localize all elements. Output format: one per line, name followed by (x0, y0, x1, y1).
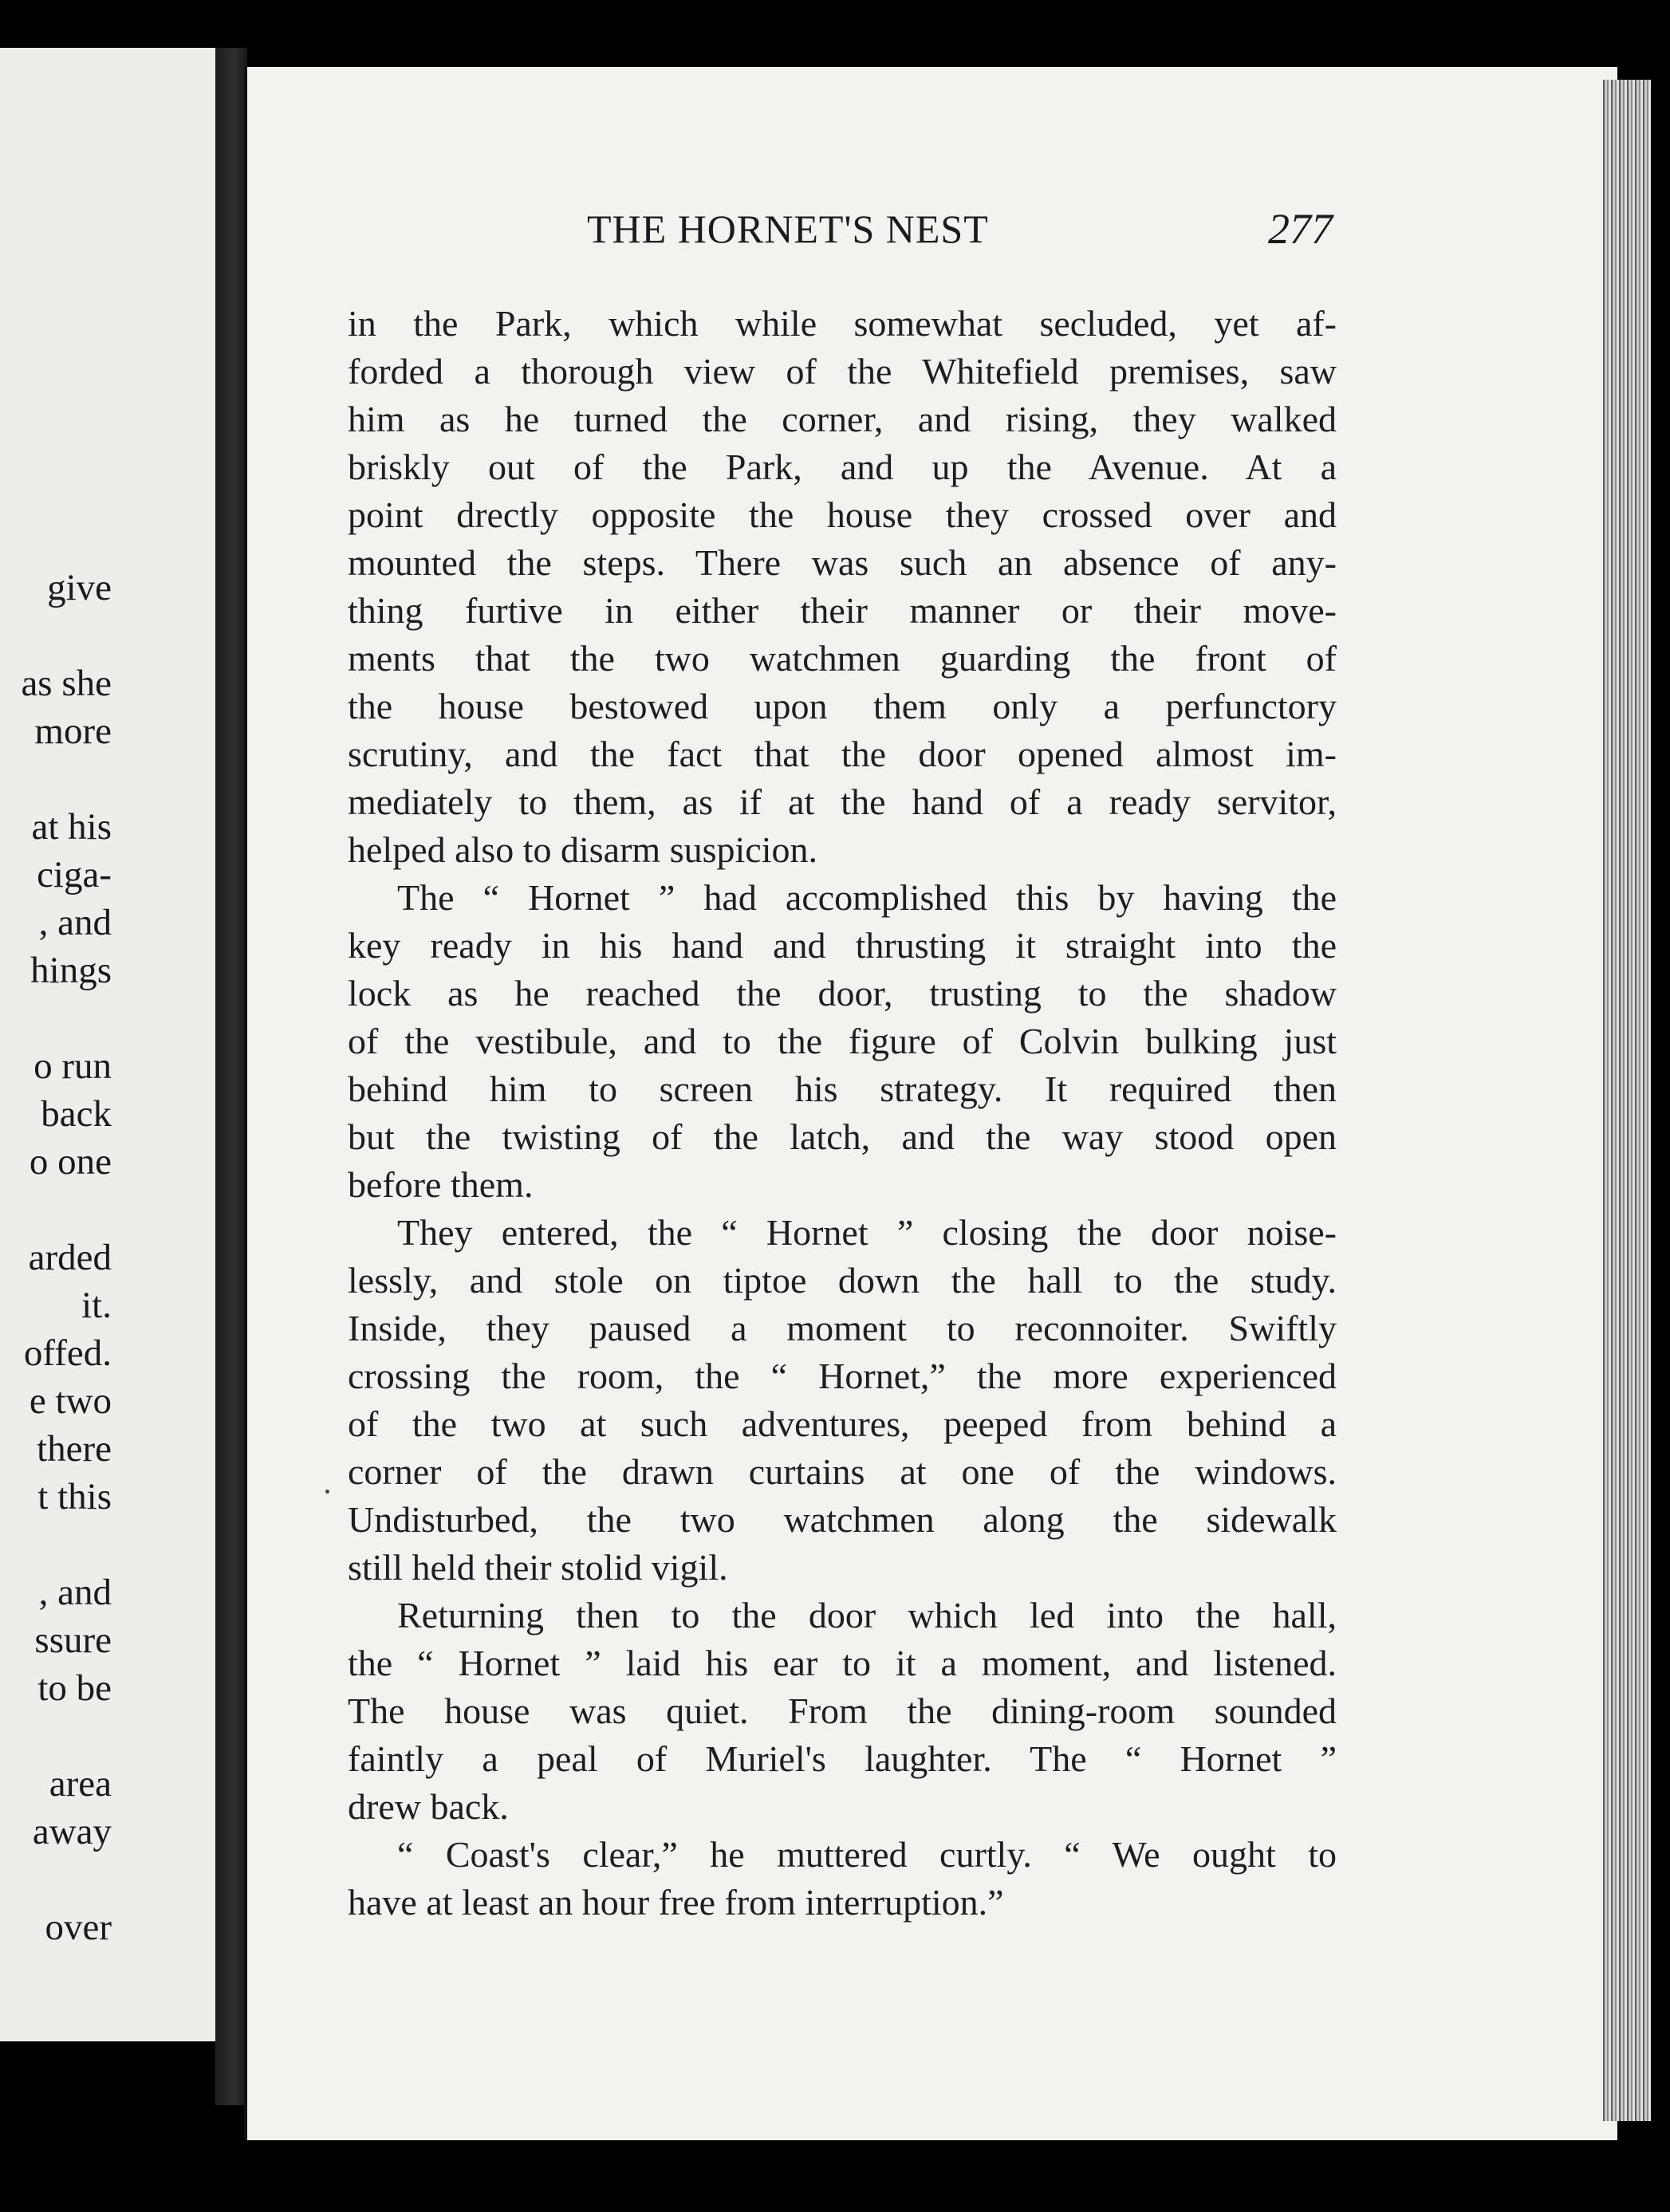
text-line: faintly a peal of Muriel's laughter. The “ Hornet ” (348, 1738, 1337, 1779)
left-page-line: away (32, 1811, 112, 1852)
left-page-line: at his (31, 806, 112, 848)
text-line: forded a thorough view of the Whitefield premises, saw (348, 351, 1337, 392)
text-line: drew back. (348, 1786, 509, 1827)
text-line: the “ Hornet ” laid his ear to it a moment, and listened. (348, 1643, 1337, 1683)
left-page-line: e two (29, 1380, 112, 1422)
left-page-line: o run (33, 1045, 112, 1087)
left-page-line: give (47, 567, 112, 608)
text-line: thing furtive in either their manner or their move- (348, 590, 1337, 631)
left-page-line: t this (37, 1476, 112, 1517)
text-line: Undisturbed, the two watchmen along the sidewalk (348, 1499, 1337, 1540)
left-page-line: back (41, 1093, 112, 1135)
book-gutter (215, 48, 247, 2105)
left-page-line: o one (29, 1141, 112, 1183)
text-line: “ Coast's clear,” he muttered curtly. “ We ought to (397, 1834, 1337, 1875)
text-line: ments that the two watchmen guarding the front of (348, 638, 1337, 679)
left-page-line: it. (81, 1285, 112, 1326)
left-page-line: hings (30, 950, 112, 991)
left-page-line: there (37, 1428, 112, 1470)
text-line: helped also to disarm suspicion. (348, 829, 817, 870)
text-line: They entered, the “ Hornet ” closing the door noise- (397, 1212, 1337, 1253)
text-line: point drectly opposite the house they crossed over and (348, 494, 1337, 535)
left-page-line: ciga- (37, 854, 112, 895)
text-line: mounted the steps. There was such an absence of any- (348, 542, 1337, 583)
text-line: in the Park, which while somewhat secluded, yet af- (348, 303, 1337, 344)
text-line: before them. (348, 1164, 534, 1205)
text-line: The “ Hornet ” had accomplished this by having the (397, 877, 1337, 918)
left-page-line: offed. (23, 1332, 112, 1374)
text-line: key ready in his hand and thrusting it straight into the (348, 925, 1337, 966)
text-line: lessly, and stole on tiptoe down the hall to the study. (348, 1260, 1337, 1301)
text-line: corner of the drawn curtains at one of the windows. (348, 1451, 1337, 1492)
text-line: scrutiny, and the fact that the door opened almost im- (348, 734, 1337, 774)
text-line: crossing the room, the “ Hornet,” the more experienced (348, 1356, 1337, 1396)
text-line: him as he turned the corner, and rising, they walked (348, 399, 1337, 439)
text-line: briskly out of the Park, and up the Avenue. At a (348, 447, 1337, 487)
left-page-line: area (49, 1763, 112, 1805)
text-line: have at least an hour free from interruption.” (348, 1882, 1004, 1923)
left-page-line: to be (37, 1667, 112, 1709)
text-line: The house was quiet. From the dining-room sounded (348, 1690, 1337, 1731)
text-line: lock as he reached the door, trusting to the shadow (348, 973, 1337, 1014)
text-line: Inside, they paused a moment to reconnoiter. Swiftly (348, 1308, 1337, 1348)
text-line: of the two at such adventures, peeped from behind a (348, 1403, 1337, 1444)
text-line: Returning then to the door which led into the hall, (397, 1595, 1337, 1635)
text-line: mediately to them, as if at the hand of a ready servitor, (348, 781, 1337, 822)
text-line: of the vestibule, and to the figure of Colvin bulking just (348, 1021, 1337, 1061)
left-page-line: as she (21, 663, 112, 704)
left-page-line: more (34, 710, 112, 752)
page-edges (1603, 80, 1651, 2121)
left-page-line: over (45, 1907, 112, 1948)
page-number: 277 (1268, 205, 1333, 253)
running-head: THE HORNET'S NEST (587, 207, 989, 251)
left-page-line: ssure (34, 1620, 112, 1661)
scan-speck (325, 1490, 329, 1494)
text-line: still held their stolid vigil. (348, 1547, 728, 1588)
text-line: the house bestowed upon them only a perfunctory (348, 686, 1337, 726)
text-line: but the twisting of the latch, and the way stood open (348, 1116, 1337, 1157)
left-page-fragment (0, 48, 220, 2041)
left-page-line: arded (28, 1237, 112, 1278)
text-line: behind him to screen his strategy. It required then (348, 1069, 1337, 1109)
left-page-line: , and (38, 1572, 112, 1613)
left-page-line: , and (38, 902, 112, 943)
